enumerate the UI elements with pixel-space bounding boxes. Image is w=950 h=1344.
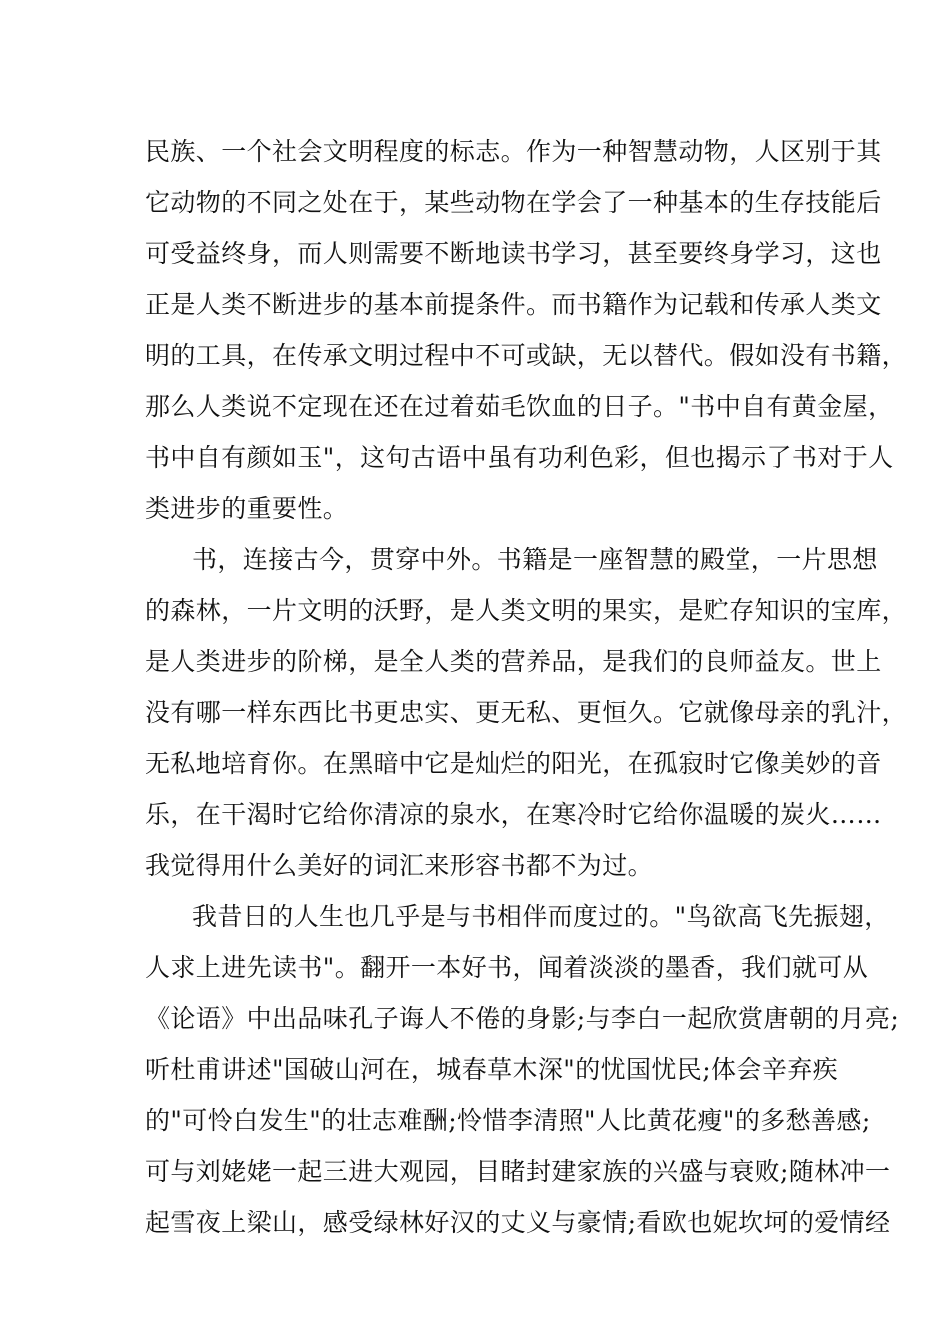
text-line: 无私地培育你。在黑暗中它是灿烂的阳光，在孤寂时它像美妙的音 <box>145 749 882 778</box>
paragraph-first-line: 我昔日的人生也几乎是与书相伴而度过的。"鸟欲高飞先振翅， <box>192 902 890 931</box>
text-line: 乐，在干渴时它给你清凉的泉水，在寒冷时它给你温暖的炭火…… <box>145 800 882 829</box>
text-line: 的"可怜白发生"的壮志难酬;怜惜李清照"人比黄花瘦"的多愁善感; <box>145 1106 871 1135</box>
text-line: 正是人类不断进步的基本前提条件。而书籍作为记载和传承人类文 <box>145 290 882 319</box>
text-line: 类进步的重要性。 <box>145 494 349 523</box>
text-line: 没有哪一样东西比书更忠实、更无私、更恒久。它就像母亲的乳汁， <box>145 698 908 727</box>
text-line: 的森林，一片文明的沃野，是人类文明的果实，是贮存知识的宝库， <box>145 596 908 625</box>
text-line: 起雪夜上梁山，感受绿林好汉的丈义与豪情;看欧也妮坎坷的爱情经 <box>145 1208 891 1237</box>
text-line: 听杜甫讲述"国破山河在，城春草木深"的忧国忧民;体会辛弃疾 <box>145 1055 839 1084</box>
text-line: 是人类进步的阶梯，是全人类的营养品，是我们的良师益友。世上 <box>145 647 882 676</box>
text-line: 它动物的不同之处在于，某些动物在学会了一种基本的生存技能后 <box>145 188 882 217</box>
text-line: 明的工具，在传承文明过程中不可或缺，无以替代。假如没有书籍， <box>145 341 908 370</box>
text-line: 人求上进先读书"。翻开一本好书，闻着淡淡的墨香，我们就可从 <box>145 953 869 982</box>
text-line: 书中自有颜如玉"，这句古语中虽有功利色彩，但也揭示了书对于人 <box>145 443 894 472</box>
text-line: 民族、一个社会文明程度的标志。作为一种智慧动物，人区别于其 <box>145 137 882 166</box>
text-line: 那么人类说不定现在还在过着茹毛饮血的日子。"书中自有黄金屋， <box>145 392 894 421</box>
paragraph-first-line: 书，连接古今，贯穿中外。书籍是一座智慧的殿堂，一片思想 <box>192 545 878 574</box>
text-line: 我觉得用什么美好的词汇来形容书都不为过。 <box>145 851 654 880</box>
text-line: 可受益终身，而人则需要不断地读书学习，甚至要终身学习，这也 <box>145 239 882 268</box>
text-line: 《论语》中出品味孔子诲人不倦的身影;与李白一起欣赏唐朝的月亮; <box>145 1004 900 1033</box>
text-line: 可与刘姥姥一起三进大观园，目睹封建家族的兴盛与衰败;随林冲一 <box>145 1157 891 1186</box>
